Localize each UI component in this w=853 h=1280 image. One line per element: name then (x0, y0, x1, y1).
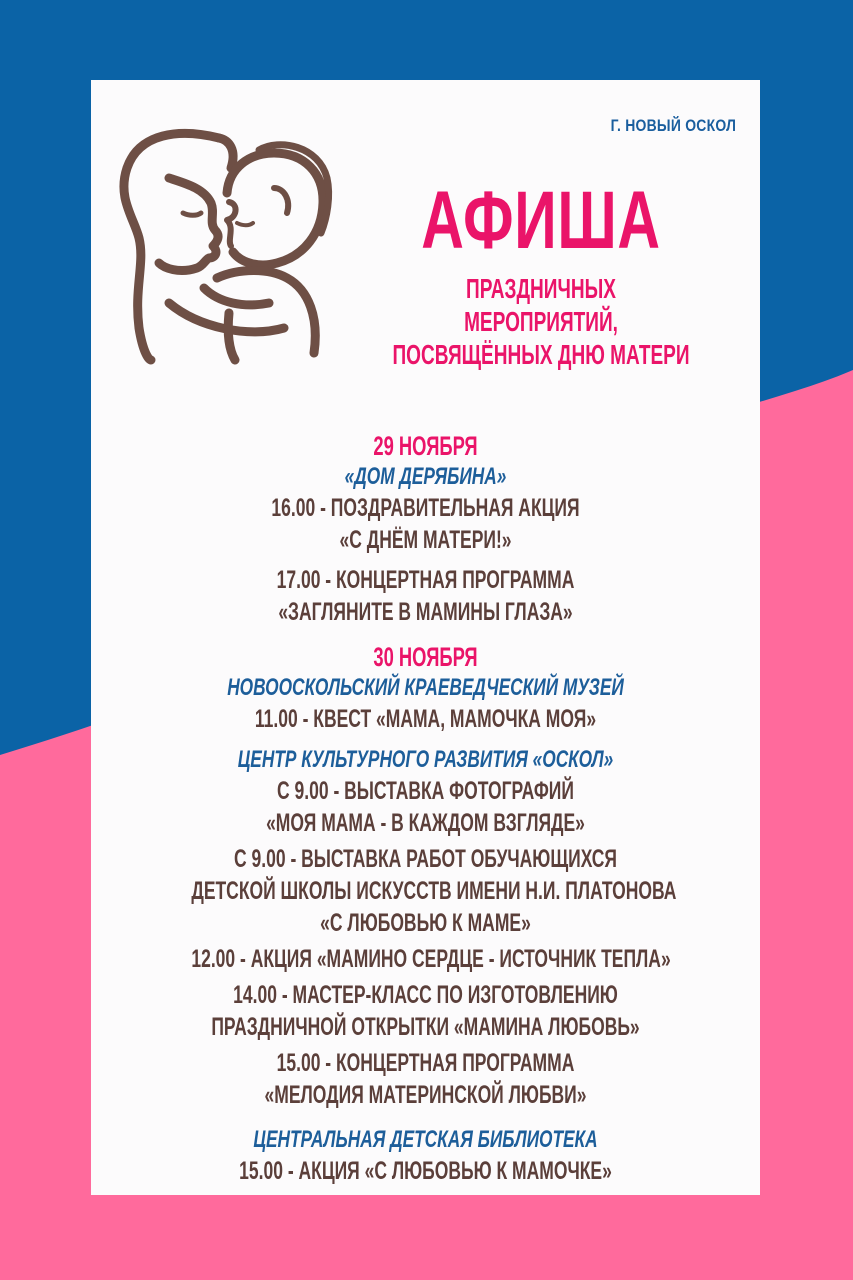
poster-card (91, 80, 760, 1195)
event-line: 15.00 - АКЦИЯ «С ЛЮБОВЬЮ К МАМОЧКЕ» (239, 1157, 612, 1185)
event-item (91, 1155, 760, 1187)
subtitle-line-2: ПОСВЯЩЁННЫХ ДНЮ МАТЕРИ (392, 339, 690, 370)
event-line: «МЕЛОДИЯ МАТЕРИНСКОЙ ЛЮБВИ» (264, 1081, 587, 1109)
event-line: 11.00 - КВЕСТ «МАМА, МАМОЧКА МОЯ» (254, 705, 597, 733)
event-line: С 9.00 - ВЫСТАВКА РАБОТ ОБУЧАЮЩИХСЯ (234, 845, 617, 873)
date-heading: 29 НОЯБРЯ (373, 431, 478, 461)
poster-title: АФИША (421, 175, 661, 266)
event-line: 16.00 - ПОЗДРАВИТЕЛЬНАЯ АКЦИЯ (271, 494, 580, 522)
event-line: «С ДНЁМ МАТЕРИ!» (339, 526, 512, 554)
event-line: 12.00 - АКЦИЯ «МАМИНО СЕРДЦЕ - ИСТОЧНИК ТЕПЛА» (191, 945, 671, 973)
event-line: «ЗАГЛЯНИТЕ В МАМИНЫ ГЛАЗА» (278, 598, 573, 626)
mother-child-icon (109, 128, 339, 368)
venue-name: «ДОМ ДЕРЯБИНА» (344, 463, 507, 490)
event-line: 15.00 - КОНЦЕРТНАЯ ПРОГРАММА (276, 1049, 575, 1077)
event-line: ПРАЗДНИЧНОЙ ОТКРЫТКИ «МАМИНА ЛЮБОВЬ» (211, 1013, 640, 1041)
event-line: 17.00 - КОНЦЕРТНАЯ ПРОГРАММА (276, 566, 575, 594)
event-line: ДЕТСКОЙ ШКОЛЫ ИСКУССТВ ИМЕНИ Н.И. ПЛАТОНОВА (191, 877, 677, 905)
date-heading: 30 НОЯБРЯ (373, 642, 478, 672)
venue-name: НОВООСКОЛЬСКИЙ КРАЕВЕДЧЕСКИЙ МУЗЕЙ (227, 674, 624, 701)
event-item (91, 943, 760, 975)
event-item (91, 492, 760, 556)
event-item (91, 703, 760, 735)
subtitle-line-1: ПРАЗДНИЧНЫХ МЕРОПРИЯТИЙ, (464, 273, 618, 337)
event-line: 14.00 - МАСТЕР-КЛАСС ПО ИЗГОТОВЛЕНИЮ (233, 981, 618, 1009)
event-line: С 9.00 - ВЫСТАВКА ФОТОГРАФИЙ (277, 777, 574, 805)
venue-name: ЦЕНТРАЛЬНАЯ ДЕТСКАЯ БИБЛИОТЕКА (253, 1126, 598, 1153)
city-label: Г. НОВЫЙ ОСКОЛ (610, 116, 736, 135)
event-line: «С ЛЮБОВЬЮ К МАМЕ» (320, 909, 531, 937)
event-item (91, 1047, 760, 1111)
event-item (91, 775, 760, 839)
event-item (91, 979, 760, 1043)
event-item (91, 843, 760, 939)
event-item (91, 564, 760, 628)
venue-name: ЦЕНТР КУЛЬТУРНОГО РАЗВИТИЯ «ОСКОЛ» (237, 746, 614, 773)
event-line: «МОЯ МАМА - В КАЖДОМ ВЗГЛЯДЕ» (266, 809, 585, 837)
poster-subtitle (391, 272, 690, 371)
event-program (91, 431, 760, 1187)
